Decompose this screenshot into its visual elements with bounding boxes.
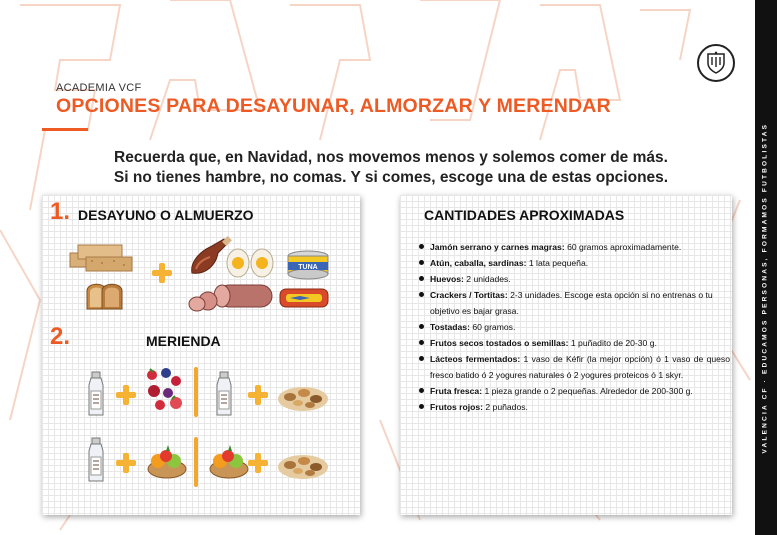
plus-icon — [152, 263, 172, 283]
red-berries-icon — [142, 365, 186, 415]
quantities-list — [418, 239, 730, 415]
page-title: OPCIONES PARA DESAYUNAR, ALMORZAR Y MERENDAR — [56, 95, 611, 117]
eggs-icon — [224, 245, 278, 279]
divider-bar — [194, 437, 198, 487]
list-item: Huevos: 2 unidades. — [430, 271, 730, 287]
nuts-icon — [276, 447, 330, 481]
cold-cuts-icon — [188, 279, 274, 313]
fruit-bowl-icon — [146, 439, 188, 481]
quantities-card — [400, 195, 732, 515]
section-2-number: 2. — [50, 323, 71, 350]
intro-line-2: Si no tienes hambre, no comas. Y si comes, escoge una de estas opciones. — [113, 169, 669, 186]
svg-text:TUNA: TUNA — [298, 264, 318, 271]
list-item: Atún, caballa, sardinas: 1 lata pequeña. — [430, 255, 730, 271]
intro-line-1: Recuerda que, en Navidad, nos movemos menos y solemos comer de más. — [114, 149, 668, 166]
valencia-crest-logo — [697, 44, 735, 82]
academy-label: ACADEMIA VCF — [56, 82, 142, 94]
quantities-title: CANTIDADES APROXIMADAS — [424, 207, 625, 223]
plus-icon — [116, 385, 136, 405]
divider-bar — [194, 367, 198, 417]
section-1-number: 1. — [50, 198, 71, 225]
section-2-title: MERIENDA — [146, 333, 221, 349]
fruit-bowl-icon — [208, 439, 250, 481]
nuts-icon — [276, 379, 330, 413]
list-item: Tostadas: 60 gramos. — [430, 319, 730, 335]
plus-icon — [116, 453, 136, 473]
title-underline — [42, 128, 88, 131]
section-1-title: DESAYUNO O ALMUERZO — [78, 207, 254, 223]
list-item: Lácteos fermentados: 1 vaso de Kéfir (la mejor opción) ó 1 vaso de queso fresco batido ó 2 yogures naturales ó 2 yogures proteicos ó 1 skyr. — [430, 351, 730, 383]
tuna-can-icon — [286, 249, 330, 281]
toast-icon — [84, 279, 126, 311]
list-item: Fruta fresca: 1 pieza grande o 2 pequeñas. Alrededor de 200-300 g. — [430, 383, 730, 399]
list-item: Frutos rojos: 2 puñados. — [430, 399, 730, 415]
kefir-bottle-icon — [214, 371, 234, 417]
intro-text — [46, 148, 736, 188]
sardine-can-icon — [278, 285, 330, 311]
crackers-icon — [68, 239, 136, 275]
list-item: Frutos secos tostados o semillas: 1 puñadito de 20-30 g. — [430, 335, 730, 351]
list-item: Crackers / Tortitas: 2-3 unidades. Escoge esta opción si no entrenas o tu objetivo es bajar grasa. — [430, 287, 730, 319]
kefir-bottle-icon — [86, 371, 106, 417]
plus-icon — [248, 453, 268, 473]
food-options-card — [42, 195, 360, 515]
side-bar — [755, 0, 777, 535]
plus-icon — [248, 385, 268, 405]
side-slogan: VALENCIA CF · EDUCAMOS PERSONAS, FORMAMOS FUTBOLISTAS — [761, 122, 769, 454]
kefir-bottle-icon — [86, 437, 106, 483]
list-item: Jamón serrano y carnes magras: 60 gramos aproximadamente. — [430, 239, 730, 255]
